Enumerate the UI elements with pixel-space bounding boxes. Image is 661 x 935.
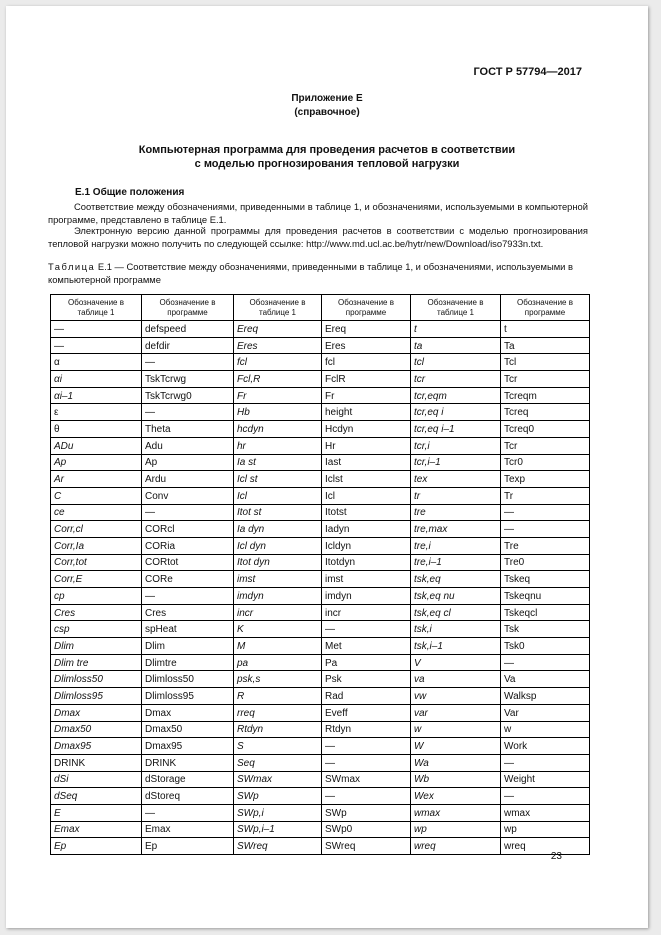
table-program-name-cell: dStorage — [142, 771, 234, 788]
table-row — [51, 521, 590, 538]
table-row — [51, 738, 590, 755]
table-symbol-cell: Corr,E — [51, 571, 142, 588]
table-program-name-cell: Met — [322, 638, 411, 655]
table-program-name-cell: Tcr — [501, 371, 590, 388]
annex-title: Приложение Е — [291, 93, 363, 104]
table-program-name-cell: Ardu — [142, 471, 234, 488]
table-program-name-cell: defdir — [142, 337, 234, 354]
table-symbol-cell: αi–1 — [51, 387, 142, 404]
table-symbol-cell: SWp,i — [234, 804, 322, 821]
table-program-name-cell: — — [142, 804, 234, 821]
table-symbol-cell: C — [51, 487, 142, 504]
table-program-name-cell: — — [501, 788, 590, 805]
table-symbol-cell: csp — [51, 621, 142, 638]
table-symbol-cell: tcr,i–1 — [411, 454, 501, 471]
table-program-name-cell: — — [142, 588, 234, 605]
table-header-cell: Обозначение в таблице 1 — [51, 295, 142, 321]
table-symbol-cell: cp — [51, 588, 142, 605]
table-program-name-cell: Dlimtre — [142, 654, 234, 671]
table-row — [51, 421, 590, 438]
table-symbol-cell: hr — [234, 437, 322, 454]
table-program-name-cell: Tcr — [501, 437, 590, 454]
table-symbol-cell: Ia st — [234, 454, 322, 471]
table-program-name-cell: Iast — [322, 454, 411, 471]
table-symbol-cell: tsk,i–1 — [411, 638, 501, 655]
table-symbol-cell: Emax — [51, 821, 142, 838]
table-program-name-cell: imst — [322, 571, 411, 588]
table-program-name-cell: Eveff — [322, 704, 411, 721]
table-symbol-cell: tre,i–1 — [411, 554, 501, 571]
table-program-name-cell: Work — [501, 738, 590, 755]
table-program-name-cell: wp — [501, 821, 590, 838]
table-program-name-cell: DRINK — [142, 754, 234, 771]
table-program-name-cell: Tsk0 — [501, 638, 590, 655]
table-caption — [48, 261, 588, 286]
table-symbol-cell: W — [411, 738, 501, 755]
table-symbol-cell: tr — [411, 487, 501, 504]
table-program-name-cell: Tskeq — [501, 571, 590, 588]
table-program-name-cell: incr — [322, 604, 411, 621]
table-program-name-cell: — — [142, 354, 234, 371]
table-program-name-cell: TskTcrwg — [142, 371, 234, 388]
table-program-name-cell: — — [501, 504, 590, 521]
table-row — [51, 654, 590, 671]
table-program-name-cell: Tre — [501, 537, 590, 554]
table-row — [51, 554, 590, 571]
table-row — [51, 638, 590, 655]
table-symbol-cell: SWmax — [234, 771, 322, 788]
table-symbol-cell: Wb — [411, 771, 501, 788]
table-row — [51, 621, 590, 638]
table-program-name-cell: Adu — [142, 437, 234, 454]
symbols-table — [50, 294, 590, 855]
table-symbol-cell: S — [234, 738, 322, 755]
table-program-name-cell: Tcr0 — [501, 454, 590, 471]
table-row — [51, 471, 590, 488]
table-symbol-cell: M — [234, 638, 322, 655]
table-program-name-cell: defspeed — [142, 321, 234, 338]
table-symbol-cell: Itot st — [234, 504, 322, 521]
table-row — [51, 688, 590, 705]
table-program-name-cell: Iadyn — [322, 521, 411, 538]
table-header-row — [51, 295, 590, 321]
table-row — [51, 454, 590, 471]
table-symbol-cell: tcr,eq i — [411, 404, 501, 421]
table-symbol-cell: Corr,tot — [51, 554, 142, 571]
table-symbol-cell: tre,max — [411, 521, 501, 538]
table-symbol-cell: Seq — [234, 754, 322, 771]
table-symbol-cell: DRINK — [51, 754, 142, 771]
table-program-name-cell: Ap — [142, 454, 234, 471]
table-row — [51, 437, 590, 454]
table-symbol-cell: tsk,eq cl — [411, 604, 501, 621]
table-symbol-cell: Icl dyn — [234, 537, 322, 554]
table-header-cell: Обозначение в таблице 1 — [234, 295, 322, 321]
table-program-name-cell: Fr — [322, 387, 411, 404]
standard-number: ГОСТ Р 57794—2017 — [473, 66, 582, 78]
table-program-name-cell: Ep — [142, 838, 234, 855]
table-program-name-cell: — — [142, 504, 234, 521]
table-symbol-cell: incr — [234, 604, 322, 621]
page-number: 23 — [550, 851, 562, 862]
table-program-name-cell: Tskeqnu — [501, 588, 590, 605]
table-symbol-cell: Wa — [411, 754, 501, 771]
table-program-name-cell: height — [322, 404, 411, 421]
table-program-name-cell: Walksp — [501, 688, 590, 705]
table-symbol-cell: tcr,eqm — [411, 387, 501, 404]
table-row — [51, 821, 590, 838]
table-symbol-cell: rreq — [234, 704, 322, 721]
table-symbol-cell: t — [411, 321, 501, 338]
table-symbol-cell: Dlim — [51, 638, 142, 655]
table-symbol-cell: dSeq — [51, 788, 142, 805]
table-symbol-cell: w — [411, 721, 501, 738]
table-symbol-cell: tsk,eq nu — [411, 588, 501, 605]
table-program-name-cell: Dmax — [142, 704, 234, 721]
table-caption-label: Таблица — [48, 261, 96, 272]
table-program-name-cell: SWreq — [322, 838, 411, 855]
table-row — [51, 321, 590, 338]
table-symbol-cell: Dmax50 — [51, 721, 142, 738]
table-program-name-cell: Tre0 — [501, 554, 590, 571]
table-symbol-cell: ce — [51, 504, 142, 521]
table-symbol-cell: SWreq — [234, 838, 322, 855]
paragraph-2: Электронную версию данной программы для проведения расчетов в соответствии с моделью прогнозирования тепловой нагрузки можно получить по следующей ссылке: http://www.md.ucl.ac.be/hytr/new/Download/iso7933n.txt. — [48, 225, 588, 249]
table-program-name-cell: Conv — [142, 487, 234, 504]
table-row — [51, 588, 590, 605]
table-row — [51, 604, 590, 621]
table-program-name-cell: — — [501, 754, 590, 771]
table-program-name-cell: dStoreq — [142, 788, 234, 805]
table-symbol-cell: hcdyn — [234, 421, 322, 438]
table-symbol-cell: wreq — [411, 838, 501, 855]
table-symbol-cell: ε — [51, 404, 142, 421]
table-symbol-cell: Hb — [234, 404, 322, 421]
table-program-name-cell: Tr — [501, 487, 590, 504]
table-row — [51, 354, 590, 371]
table-program-name-cell: FclR — [322, 371, 411, 388]
table-program-name-cell: wreq — [501, 838, 590, 855]
table-program-name-cell: w — [501, 721, 590, 738]
table-symbol-cell: Eres — [234, 337, 322, 354]
table-program-name-cell: Ereq — [322, 321, 411, 338]
table-symbol-cell: θ — [51, 421, 142, 438]
table-program-name-cell: TskTcrwg0 — [142, 387, 234, 404]
table-symbol-cell: tcl — [411, 354, 501, 371]
document-page — [6, 6, 648, 928]
table-symbol-cell: Ia dyn — [234, 521, 322, 538]
table-symbol-cell: Fcl,R — [234, 371, 322, 388]
table-program-name-cell: — — [142, 404, 234, 421]
table-symbol-cell: Corr,Ia — [51, 537, 142, 554]
table-row — [51, 804, 590, 821]
table-program-name-cell: Itotst — [322, 504, 411, 521]
table-program-name-cell: Iclst — [322, 471, 411, 488]
table-program-name-cell: Eres — [322, 337, 411, 354]
table-program-name-cell: Ta — [501, 337, 590, 354]
table-symbol-cell: tsk,eq — [411, 571, 501, 588]
table-program-name-cell: — — [322, 738, 411, 755]
table-symbol-cell: imst — [234, 571, 322, 588]
table-program-name-cell: — — [501, 654, 590, 671]
table-symbol-cell: wmax — [411, 804, 501, 821]
table-symbol-cell: SWp,i–1 — [234, 821, 322, 838]
table-program-name-cell: — — [322, 621, 411, 638]
table-symbol-cell: SWp — [234, 788, 322, 805]
table-program-name-cell: SWmax — [322, 771, 411, 788]
table-symbol-cell: Wex — [411, 788, 501, 805]
section-heading: Е.1 Общие положения — [75, 187, 185, 198]
table-header-cell: Обозначение в таблице 1 — [411, 295, 501, 321]
table-symbol-cell: pa — [234, 654, 322, 671]
table-row — [51, 371, 590, 388]
table-header-cell: Обозначение в программе — [322, 295, 411, 321]
table-row — [51, 754, 590, 771]
table-program-name-cell: CORia — [142, 537, 234, 554]
table-symbol-cell: tsk,i — [411, 621, 501, 638]
table-row — [51, 721, 590, 738]
table-row — [51, 771, 590, 788]
table-program-name-cell: CORtot — [142, 554, 234, 571]
table-program-name-cell: SWp — [322, 804, 411, 821]
table-program-name-cell: Va — [501, 671, 590, 688]
table-symbol-cell: var — [411, 704, 501, 721]
table-program-name-cell: Cres — [142, 604, 234, 621]
table-symbol-cell: tex — [411, 471, 501, 488]
table-row — [51, 404, 590, 421]
table-symbol-cell: Itot dyn — [234, 554, 322, 571]
table-symbol-cell: αi — [51, 371, 142, 388]
table-symbol-cell: fcl — [234, 354, 322, 371]
table-program-name-cell: — — [322, 788, 411, 805]
table-program-name-cell: t — [501, 321, 590, 338]
table-symbol-cell: Rtdyn — [234, 721, 322, 738]
table-symbol-cell: Icl — [234, 487, 322, 504]
table-program-name-cell: imdyn — [322, 588, 411, 605]
table-program-name-cell: Hcdyn — [322, 421, 411, 438]
table-program-name-cell: Tcreq0 — [501, 421, 590, 438]
table-row — [51, 704, 590, 721]
table-symbol-cell: tcr — [411, 371, 501, 388]
table-symbol-cell: E — [51, 804, 142, 821]
table-program-name-cell: Emax — [142, 821, 234, 838]
table-symbol-cell: wp — [411, 821, 501, 838]
table-row — [51, 537, 590, 554]
table-symbol-cell: imdyn — [234, 588, 322, 605]
table-program-name-cell: SWp0 — [322, 821, 411, 838]
table-symbol-cell: K — [234, 621, 322, 638]
table-row — [51, 838, 590, 855]
table-symbol-cell: — — [51, 321, 142, 338]
table-header-cell: Обозначение в программе — [142, 295, 234, 321]
table-program-name-cell: Dlimloss95 — [142, 688, 234, 705]
table-program-name-cell: Dmax95 — [142, 738, 234, 755]
table-program-name-cell: Tskeqcl — [501, 604, 590, 621]
table-symbol-cell: Dlimloss50 — [51, 671, 142, 688]
table-program-name-cell: Texp — [501, 471, 590, 488]
table-symbol-cell: tre — [411, 504, 501, 521]
table-symbol-cell: Dlimloss95 — [51, 688, 142, 705]
table-row — [51, 571, 590, 588]
table-program-name-cell: Tsk — [501, 621, 590, 638]
table-symbol-cell: psk,s — [234, 671, 322, 688]
table-program-name-cell: Tcreq — [501, 404, 590, 421]
table-symbol-cell: vw — [411, 688, 501, 705]
table-program-name-cell: — — [322, 754, 411, 771]
table-program-name-cell: Hr — [322, 437, 411, 454]
table-program-name-cell: Rtdyn — [322, 721, 411, 738]
table-row — [51, 487, 590, 504]
annex-heading — [6, 92, 648, 120]
table-program-name-cell: fcl — [322, 354, 411, 371]
table-program-name-cell: Pa — [322, 654, 411, 671]
table-symbol-cell: tcr,eq i–1 — [411, 421, 501, 438]
table-program-name-cell: Dmax50 — [142, 721, 234, 738]
table-symbol-cell: dSi — [51, 771, 142, 788]
table-program-name-cell: Dlim — [142, 638, 234, 655]
table-row — [51, 788, 590, 805]
table-symbol-cell: Corr,cl — [51, 521, 142, 538]
table-symbol-cell: Dlim tre — [51, 654, 142, 671]
table-program-name-cell: Rad — [322, 688, 411, 705]
table-symbol-cell: Ep — [51, 838, 142, 855]
table-symbol-cell: Cres — [51, 604, 142, 621]
table-symbol-cell: Ar — [51, 471, 142, 488]
table-program-name-cell: Theta — [142, 421, 234, 438]
table-program-name-cell: Weight — [501, 771, 590, 788]
table-program-name-cell: Icl — [322, 487, 411, 504]
table-symbol-cell: Dmax — [51, 704, 142, 721]
annex-subtitle: (справочное) — [294, 107, 360, 118]
table-program-name-cell: Itotdyn — [322, 554, 411, 571]
table-program-name-cell: CORcl — [142, 521, 234, 538]
table-row — [51, 387, 590, 404]
table-symbol-cell: tre,i — [411, 537, 501, 554]
table-symbol-cell: Ereq — [234, 321, 322, 338]
table-program-name-cell: Tcreqm — [501, 387, 590, 404]
table-symbol-cell: ADu — [51, 437, 142, 454]
table-symbol-cell: α — [51, 354, 142, 371]
table-symbol-cell: tcr,i — [411, 437, 501, 454]
table-row — [51, 504, 590, 521]
table-header-cell: Обозначение в программе — [501, 295, 590, 321]
table-row — [51, 671, 590, 688]
document-title-line-1: Компьютерная программа для проведения расчетов в соответствии — [138, 144, 516, 156]
table-program-name-cell: Var — [501, 704, 590, 721]
table-symbol-cell: V — [411, 654, 501, 671]
table-program-name-cell: — — [501, 521, 590, 538]
table-symbol-cell: R — [234, 688, 322, 705]
document-title-line-2: с моделью прогнозирования тепловой нагрузки — [194, 158, 460, 170]
table-symbol-cell: ta — [411, 337, 501, 354]
table-program-name-cell: spHeat — [142, 621, 234, 638]
table-program-name-cell: Icldyn — [322, 537, 411, 554]
document-title — [6, 143, 648, 171]
table-symbol-cell: va — [411, 671, 501, 688]
table-symbol-cell: — — [51, 337, 142, 354]
table-program-name-cell: Psk — [322, 671, 411, 688]
table-caption-text: Е.1 — Соответствие между обозначениями, приведенными в таблице 1, и обозначениями, используемыми в компьютерной программе — [48, 261, 573, 285]
table-symbol-cell: Ap — [51, 454, 142, 471]
table-program-name-cell: CORe — [142, 571, 234, 588]
table-row — [51, 337, 590, 354]
table-symbol-cell: Fr — [234, 387, 322, 404]
table-program-name-cell: Dlimloss50 — [142, 671, 234, 688]
table-program-name-cell: wmax — [501, 804, 590, 821]
table-symbol-cell: Dmax95 — [51, 738, 142, 755]
table-program-name-cell: Tcl — [501, 354, 590, 371]
table-symbol-cell: Icl st — [234, 471, 322, 488]
paragraph-1: Соответствие между обозначениями, приведенными в таблице 1, и обозначениями, используемыми в компьютерной программе, представлено в таблице Е.1. — [48, 201, 588, 225]
